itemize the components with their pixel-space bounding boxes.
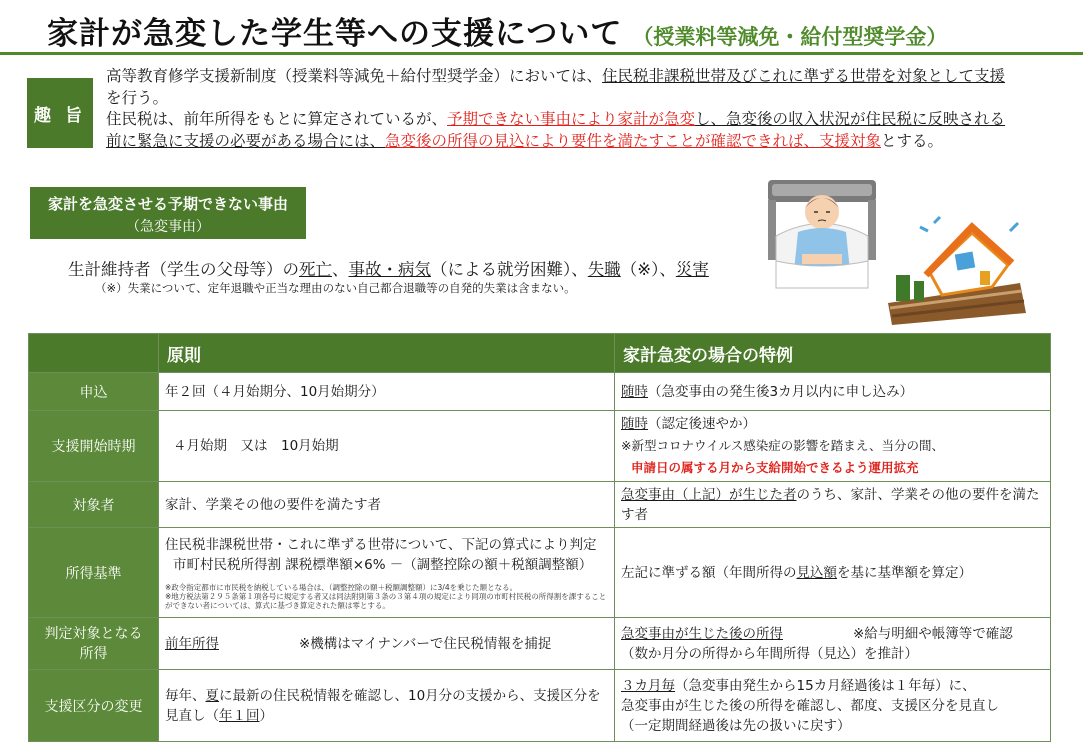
row-label: 判定対象となる所得 — [29, 618, 159, 670]
special-underlined: 見込額 — [796, 564, 837, 581]
special-underlined: 急変事由が生じた後の所得 — [621, 625, 783, 642]
special-note: ※新型コロナウイルス感染症の影響を踏まえ、当分の間、 — [621, 438, 944, 453]
reasons-b: （による就労困難）、 — [431, 260, 588, 279]
cell-principle: ４月始期 又は 10月始期 — [159, 411, 615, 482]
special-text: （認定後速やか） — [648, 416, 756, 432]
jiyu-title: 家計を急変させる予期できない事由 — [47, 195, 288, 213]
principle-c: ） — [259, 707, 273, 724]
cell-special — [615, 411, 1051, 482]
principle-note: ※機構はマイナンバーで住民税情報を捕捉 — [299, 635, 552, 652]
special-text: （急変事由の発生後3カ月以内に申し込み） — [648, 383, 914, 400]
shushi-p1-c: を行う。 — [106, 88, 169, 107]
special-a: 左記に準ずる額（年間所得の — [621, 564, 797, 581]
reasons-a: 生計維持者（学生の父母等）の — [68, 260, 299, 279]
special-text: のうち、家計、学業その他の要件を満たす者 — [621, 486, 1040, 523]
row-label: 支援区分の変更 — [29, 670, 159, 742]
special-underlined: ３カ月毎 — [621, 677, 675, 694]
table-row — [29, 528, 1051, 618]
principle-line-1: 住民税非課税世帯・これに準ずる世帯について、下記の算式により判定 — [165, 537, 597, 553]
special-note-red: 申請日の属する月から支給開始できるよう運用拡充 — [631, 460, 919, 475]
principle-a: 毎年、 — [165, 687, 206, 704]
special-c: （一定期間経過後は先の扱いに戻す） — [621, 717, 851, 734]
row-label: 支援開始時期 — [29, 411, 159, 482]
shushi-p2-d: 急変後の所得の見込により要件を満たすことが確認できれば、支援対象 — [385, 131, 882, 150]
cell-principle — [159, 618, 615, 670]
special-text-2: （数か月分の所得から年間所得（見込）を推計） — [621, 645, 918, 662]
reason-accident: 事故・病気 — [348, 260, 431, 279]
table-row — [29, 670, 1051, 742]
principle-b: に最新の住民税情報を確認し、10月分の支援から、支援区分を見直し（ — [165, 687, 601, 724]
reason-death: 死亡 — [299, 260, 332, 279]
page-title — [47, 8, 947, 53]
jiyu-box — [30, 187, 306, 239]
title-sub: （授業料等減免・給付型奨学金） — [632, 25, 948, 49]
special-b: を基に基準額を算定） — [837, 564, 972, 581]
cell-principle: 年２回（４月始期分、10月始期分） — [159, 373, 615, 411]
cell-special — [615, 670, 1051, 742]
cell-special — [615, 482, 1051, 528]
table-row — [29, 618, 1051, 670]
shushi-p1-b: 住民税非課税世帯及びこれに準ずる世帯を対象として支援 — [602, 67, 1006, 85]
shushi-paragraph-1 — [106, 66, 1006, 109]
cell-special — [615, 373, 1051, 411]
row-label: 対象者 — [29, 482, 159, 528]
title-main: 家計が急変した学生等への支援について — [47, 16, 623, 52]
special-underlined: 随時 — [621, 416, 648, 432]
principle-underlined-1: 夏 — [205, 687, 219, 704]
special-b: 急変事由が生じた後の所得を確認し、都度、支援区分を見直し — [621, 697, 999, 714]
special-note: ※給与明細や帳簿等で確認 — [853, 625, 1013, 642]
cell-special — [615, 528, 1051, 618]
special-a: （急変事由発生から15カ月経過後は１年毎）に、 — [675, 677, 976, 694]
row-label: 申込 — [29, 373, 159, 411]
reasons-c: （※）、 — [620, 260, 676, 279]
principle-formula: 市町村民税所得割 課税標準額×6% －（調整控除の額＋税額調整額） — [173, 557, 593, 573]
cell-principle: 家計、学業その他の要件を満たす者 — [159, 482, 615, 528]
reason-disaster: 災害 — [675, 260, 709, 279]
principle-footnote-2: ※地方税法第２９５条第１項各号に規定する者又は同法附則第３条の３第４項の規定により同項の市町村民税の所得割を課することができない者については、算式に基づき算定された額は零とする。 — [165, 592, 607, 610]
shushi-paragraph-2 — [106, 109, 1006, 152]
special-underlined: 随時 — [621, 383, 648, 400]
jiyu-subtitle: （急変事由） — [126, 219, 210, 235]
reasons-s1: 、 — [332, 260, 349, 279]
table-row — [29, 411, 1051, 482]
special-underlined: 急変事由（上記）が生じた者 — [621, 486, 797, 503]
shushi-badge: 趣 旨 — [27, 78, 93, 148]
comparison-table — [28, 333, 1051, 742]
reasons-line — [68, 256, 709, 280]
cell-principle — [159, 670, 615, 742]
shushi-p2-e: とする。 — [881, 131, 944, 150]
table-row — [29, 373, 1051, 411]
header-blank — [29, 334, 159, 373]
cell-principle — [159, 528, 615, 618]
table-row — [29, 482, 1051, 528]
header-principle: 原則 — [159, 334, 615, 373]
header-special: 家計急変の場合の特例 — [615, 334, 1051, 373]
reason-unemployment: 失職 — [587, 260, 621, 279]
table-header-row — [29, 334, 1051, 373]
sick-patient-illustration — [762, 176, 882, 291]
shushi-text — [106, 66, 1006, 152]
row-label: 所得基準 — [29, 528, 159, 618]
principle-underlined: 前年所得 — [165, 635, 219, 652]
shushi-p1-a: 高等教育修学支援新制度（授業料等減免＋給付型奨学金）においては、 — [106, 67, 603, 85]
shushi-p2-c: し、急変後の収入状況が住民税に反映される前に緊急に支援の必要がある場合には、 — [106, 110, 1006, 150]
principle-footnote-1: ※政令指定都市に市民税を納税している場合は、（調整控除の額＋税額調整額）に3/4を乗じた額となる。 — [165, 583, 518, 592]
shushi-p2-a: 住民税は、前年所得をもとに算定されているが、 — [106, 110, 448, 128]
reasons-note: （※）失業について、定年退職や正当な理由のない自己都合退職等の自発的失業は含まない。 — [95, 281, 576, 295]
shushi-p2-b: 予期できない事由により家計が急変 — [447, 110, 696, 128]
cell-special — [615, 618, 1051, 670]
principle-underlined-2: 年１回 — [219, 707, 260, 724]
disaster-house-illustration — [880, 213, 1030, 328]
title-underline — [0, 52, 1083, 55]
